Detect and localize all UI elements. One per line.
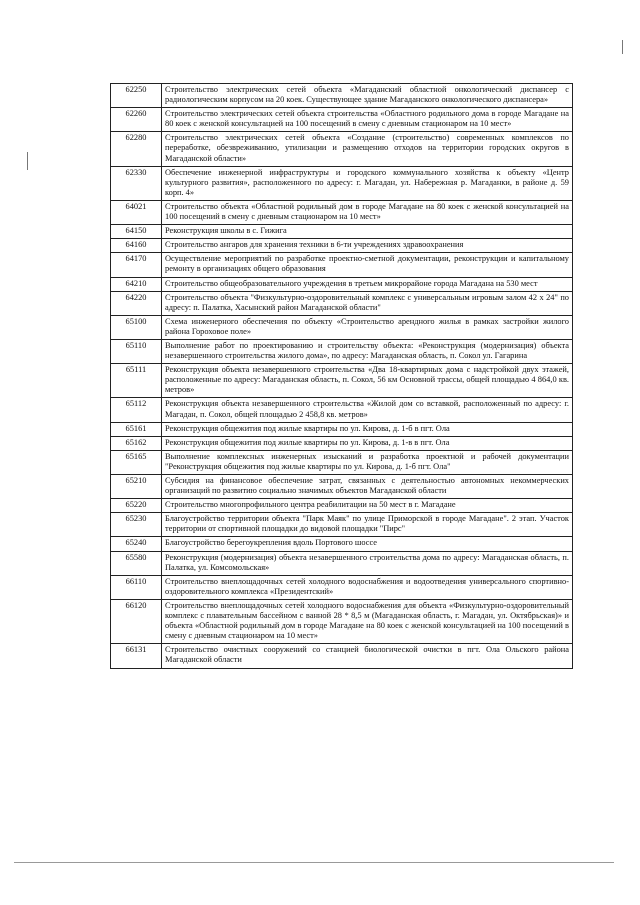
table-row [111, 84, 573, 108]
object-code: 64210 [111, 277, 162, 291]
object-code: 64220 [111, 291, 162, 315]
object-description: Реконструкция объекта незавершенного строительства «Жилой дом со вставкой, расположенный по адресу: г. Магадан, п. Сокол, общей площадью 2 458,8 кв. метров» [162, 398, 573, 422]
table-row [111, 200, 573, 224]
table-row [111, 644, 573, 668]
table-row [111, 291, 573, 315]
object-code: 62280 [111, 132, 162, 166]
object-code: 65580 [111, 551, 162, 575]
object-code: 66120 [111, 599, 162, 643]
table-row [111, 475, 573, 499]
object-description: Выполнение комплексных инженерных изысканий и разработка проектной и рабочей документации "Реконструкция общежития под жилые квартиры по ул. Кирова, д. 1-б пгт. Ола" [162, 450, 573, 474]
object-code: 65100 [111, 315, 162, 339]
object-code: 65240 [111, 537, 162, 551]
table-body [111, 84, 573, 669]
object-description: Реконструкция школы в с. Гижига [162, 225, 573, 239]
table-row [111, 339, 573, 363]
table-row [111, 132, 573, 166]
object-description: Строительство общеобразовательного учреждения в третьем микрорайоне города Магадана на 530 мест [162, 277, 573, 291]
object-description: Реконструкция (модернизация) объекта незавершенного строительства дома по адресу: Магаданская область, п. Палатка, ул. Комсомольская» [162, 551, 573, 575]
object-code: 65210 [111, 475, 162, 499]
table-row [111, 513, 573, 537]
table-row [111, 450, 573, 474]
table-row [111, 166, 573, 200]
object-description: Реконструкция общежития под жилые квартиры по ул. Кирова, д. 1-в в пгт. Ола [162, 436, 573, 450]
object-description: Строительство внеплощадочных сетей холодного водоснабжения для объекта «Физкультурно-оздоровительный комплекс с плавательным бассейном с ванной 28 * 8,5 м (Магаданская область, г. Магадан, ул. Октябрьская)» и объекта «Областной родильный дом в городе Магадане на 80 коек с женской консультацией на 100 посещений в смену с дневным стационаром на 10 мест» [162, 599, 573, 643]
table-row [111, 277, 573, 291]
object-description: Благоустройство территории объекта "Парк Маяк" по улице Приморской в городе Магадане". 2 этап. Участок территории от спортивной площадки до видовой площадки "Пирс" [162, 513, 573, 537]
table-row [111, 575, 573, 599]
table-row [111, 551, 573, 575]
table-row [111, 398, 573, 422]
object-code: 65112 [111, 398, 162, 422]
object-code: 65220 [111, 499, 162, 513]
object-code: 66110 [111, 575, 162, 599]
object-description: Строительство ангаров для хранения техники в 6-ти учреждениях здравоохранения [162, 239, 573, 253]
object-description: Благоустройство берегоукрепления вдоль Портового шоссе [162, 537, 573, 551]
object-code: 65111 [111, 364, 162, 398]
object-description: Осуществление мероприятий по разработке проектно-сметной документации, реконструкции и капитальному ремонту в организациях общего образования [162, 253, 573, 277]
object-code: 62330 [111, 166, 162, 200]
table-row [111, 225, 573, 239]
object-code: 62260 [111, 108, 162, 132]
scan-mark-left [27, 152, 28, 170]
object-code: 66131 [111, 644, 162, 668]
object-description: Строительство объекта «Областной родильный дом в городе Магадане на 80 коек с женской консультацией на 100 посещений в смену с дневным стационаром на 10 мест» [162, 200, 573, 224]
object-description: Схема инженерного обеспечения по объекту «Строительство арендного жилья в рамках застройки жилого района Гороховое поле» [162, 315, 573, 339]
object-description: Строительство объекта "Физкультурно-оздоровительный комплекс с универсальным игровым залом 42 х 24" по адресу: п. Палатка, Хасынский район Магаданской области" [162, 291, 573, 315]
object-code: 65165 [111, 450, 162, 474]
table-row [111, 537, 573, 551]
object-description: Строительство электрических сетей объекта «Магаданский областной онкологический диспансер с радиологическим корпусом на 20 коек. Существующее здание Магаданского онкологического диспансера» [162, 84, 573, 108]
object-code: 65110 [111, 339, 162, 363]
table-row [111, 364, 573, 398]
construction-objects-table [110, 83, 573, 669]
object-code: 65230 [111, 513, 162, 537]
object-description: Строительство внеплощадочных сетей холодного водоснабжения и водоотведения универсального спортивно-оздоровительного комплекса «Президентский» [162, 575, 573, 599]
table-row [111, 239, 573, 253]
scan-mark-right [622, 40, 623, 54]
table-row [111, 253, 573, 277]
table-row [111, 315, 573, 339]
object-code: 64150 [111, 225, 162, 239]
object-description: Строительство электрических сетей объекта строительства «Областного родильного дома в городе Магадане на 80 коек с женской консультацией на 100 посещений в смену с дневным стационаром на 10 мест» [162, 108, 573, 132]
table-row [111, 436, 573, 450]
object-description: Строительство многопрофильного центра реабилитации на 50 мест в г. Магадане [162, 499, 573, 513]
object-description: Выполнение работ по проектированию и строительству объекта: «Реконструкция (модернизация) объекта незавершенного строительства жилого дома», по адресу: Магаданская область, п. Сокол ул. Гагарина [162, 339, 573, 363]
scan-mark-bottom [14, 862, 614, 863]
table-row [111, 499, 573, 513]
object-code: 64160 [111, 239, 162, 253]
object-description: Субсидия на финансовое обеспечение затрат, связанных с деятельностью автономных некоммерческих организаций по развитию социально значимых объектов Магаданской области [162, 475, 573, 499]
object-code: 65161 [111, 422, 162, 436]
table-row [111, 108, 573, 132]
object-description: Обеспечение инженерной инфраструктуры и городского коммунального хозяйства к объекту «Центр культурного развития», расположенного по адресу: г. Магадан, ул. Набережная р. Магаданки, в районе д. 59 корп. 4» [162, 166, 573, 200]
object-description: Реконструкция общежития под жилые квартиры по ул. Кирова, д. 1-б в пгт. Ола [162, 422, 573, 436]
object-description: Строительство очистных сооружений со станцией биологической очистки в пгт. Ола Ольского района Магаданской области [162, 644, 573, 668]
object-description: Реконструкция объекта незавершенного строительства «Два 18-квартирных дома с надстройкой двух этажей, расположенные по адресу: Магаданская область, п. Сокол, 56 км Основной трассы, общей площадью 4 864,0 кв. метров» [162, 364, 573, 398]
table-row [111, 422, 573, 436]
object-code: 64021 [111, 200, 162, 224]
object-code: 65162 [111, 436, 162, 450]
object-code: 64170 [111, 253, 162, 277]
object-description: Строительство электрических сетей объекта «Создание (строительство) современных комплексов по переработке, обезвреживанию, утилизации и размещению отходов на территории городских округов в Магаданской области» [162, 132, 573, 166]
object-code: 62250 [111, 84, 162, 108]
table-row [111, 599, 573, 643]
